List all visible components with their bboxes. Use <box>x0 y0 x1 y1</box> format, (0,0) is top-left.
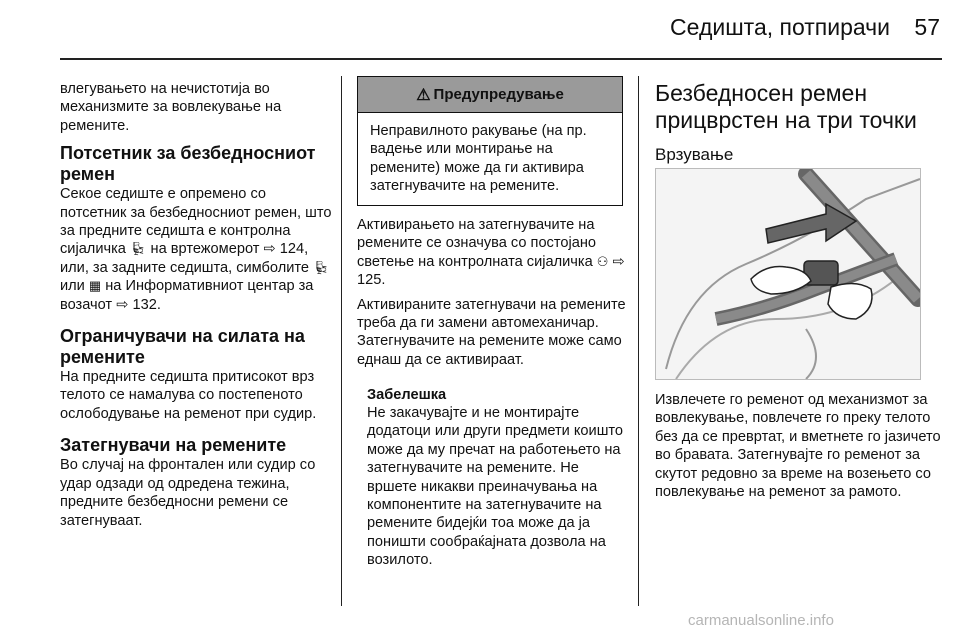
page-ref-arrow-icon: ⇨ <box>263 241 276 258</box>
page-ref-arrow-icon: ⇨ <box>612 253 625 270</box>
rear-seatbelt-icon: ▦ <box>88 278 102 294</box>
right-column-bottom <box>655 391 945 501</box>
reminder-text-2: на вртежомерот <box>150 241 260 258</box>
right-column-top <box>655 80 945 165</box>
watermark: carmanualsonline.info <box>688 612 834 629</box>
left-column <box>60 80 332 530</box>
reminder-ref-2[interactable]: 132. <box>132 296 161 313</box>
fastening-text: Извлечете го ременот од механизмот за вовлекување, повлечете го преку телото без да се превртат, и вметнете го јазичето во бравата. Затегнувајте го ременот за скутот редовно за време на возењето со повлекување на ременот за рамото. <box>655 392 941 501</box>
seatbelt-icon: 💺︎ <box>129 241 147 257</box>
middle-column <box>357 216 629 369</box>
airbag-pretensioner-icon: ⚇ <box>596 253 609 269</box>
heading-pretensioners: Затегнувачи на ремените <box>60 435 287 456</box>
note-heading: Забелешка <box>367 387 447 403</box>
seatbelt-illustration <box>655 168 921 380</box>
seatbelt-reminder-text <box>60 185 332 314</box>
warning-title: Предупредување <box>433 86 564 103</box>
warning-header <box>358 77 622 113</box>
page-number: 57 <box>914 14 940 40</box>
intro-text: влегувањето на нечистотија во механизмите за вовлекување на ремените. <box>60 81 282 134</box>
note-block <box>367 386 627 570</box>
page-ref-arrow-icon: ⇨ <box>116 296 129 313</box>
reminder-text-1: Секое седиште е опремено со потсетник за безбедносниот ремен, што за предните седишта е контролна сијаличка <box>60 186 332 258</box>
activation-ref[interactable]: 125. <box>357 272 386 289</box>
three-point-belt-title: Безбедносен ремен прицврстен на три точки <box>655 80 917 133</box>
fastening-subheading: Врзување <box>655 145 734 164</box>
reminder-text-3: или <box>60 278 85 295</box>
warning-text: Неправилното ракување (на пр. вадење или монтирање на ремените) може да ги активира затегнувачите на ремените. <box>370 123 587 195</box>
warning-triangle-icon: ⚠ <box>416 86 431 104</box>
page-header-title: Седишта, потпирачи <box>670 14 890 40</box>
reminder-ref-1[interactable]: 124, или, за задните седишта, симболите <box>60 241 310 276</box>
reminder-text-4: на Информативниот центар за возачот <box>60 278 314 313</box>
replacement-text: Активираните затегнувачи на ремените треба да ги замени автомеханичар. Затегнувачите на ремените може само еднаш да се активираат. <box>357 296 626 368</box>
column-divider-1 <box>341 76 342 606</box>
column-divider-2 <box>638 76 639 606</box>
activation-text-main: Активирањето на затегнувачите на ремените се означува со постојано светење на контролната сијаличка <box>357 217 597 270</box>
force-limiters-text: На предните седишта притисокот врз телото се намалува со постепеното ослободување на ременот при судир. <box>60 369 317 422</box>
pretensioners-text: Во случај на фронтален или судир со удар одзади од одредена тежина, предните безбедносни ремени се затегнуваат. <box>60 457 316 529</box>
header-rule <box>60 58 942 60</box>
warning-box <box>357 76 623 206</box>
seatbelt-icon: 💺︎ <box>313 259 330 275</box>
note-text: Не закачувајте и не монтирајте додатоци или други предмети коишто може да му пречат на работењето на затегнувачите на ремените. Не вршете никакви преиначувања на компонентите на затегнувачите на ремените бидејќи тоа може да ја поништи сообраќајната дозвола на возилото. <box>367 405 624 569</box>
seatbelt-drawing <box>656 169 920 379</box>
activation-text <box>357 216 629 290</box>
heading-seatbelt-reminder: Потсетник за безбедносниот ремен <box>60 143 316 185</box>
heading-force-limiters: Ограничувачи на силата на ремените <box>60 326 305 368</box>
